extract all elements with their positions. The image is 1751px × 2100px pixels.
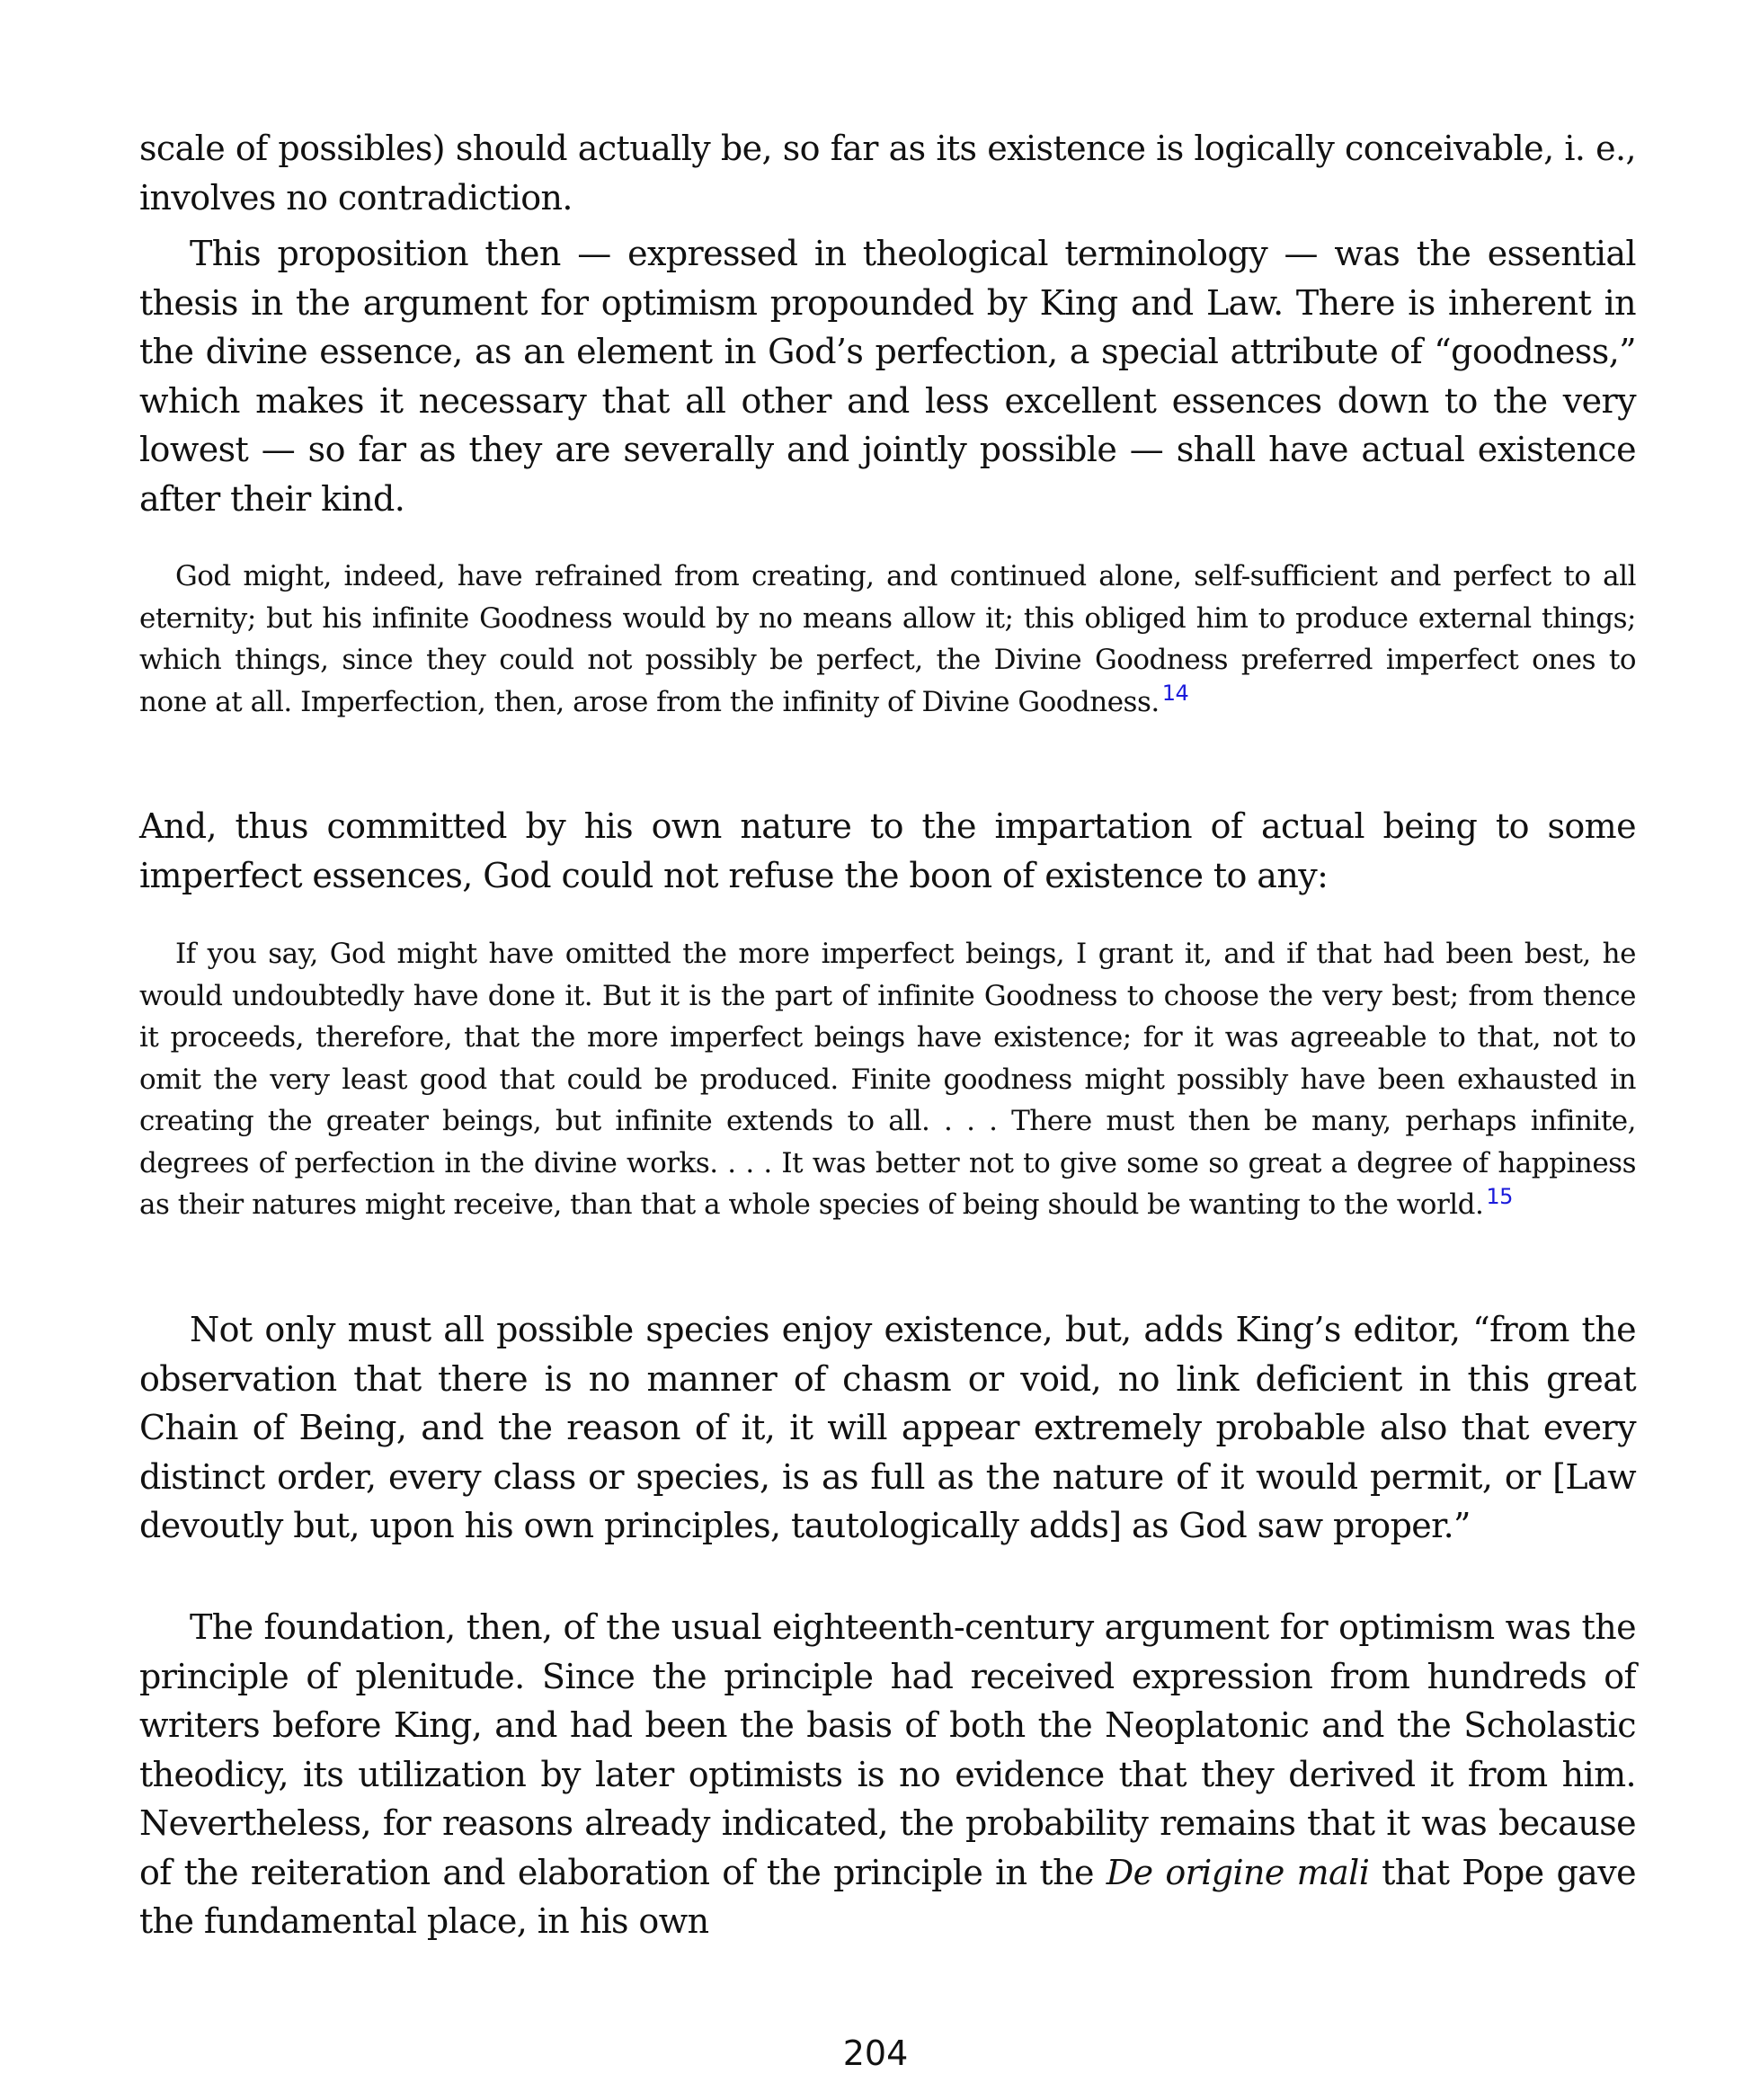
footnote-link-15[interactable]: 15 xyxy=(1486,1183,1513,1209)
paragraph-foundation xyxy=(139,1603,1636,1946)
block-quote-king-2 xyxy=(139,933,1636,1226)
quote-text: God might, indeed, have refrained from creating, and continued alone, self-sufficient and perfect to all eternity; but his infinite Goodness would by no means allow it; this obliged him to produce external things; which things, since they could not possibly be perfect, the Divine Goodness preferred imperfect ones to none at all. Imperfection, then, arose from the infinity of Divine Goodness. xyxy=(139,560,1636,718)
book-title-de-origine-mali: De origine mali xyxy=(1106,1852,1370,1892)
text: that Pope gave the fundamental place, in his own xyxy=(139,1852,1636,1941)
paragraph-proposition: This proposition then — expressed in theological terminology — was the essential thesis in the argument for optimism propounded by King and Law. There is inherent in the divine essence, as an element in God’s perfection, a special attribute of “goodness,” which makes it necessary that all other and less excellent essences down to the very lowest — so far as they are severally and jointly possible — shall have actual existence after their kind. xyxy=(139,234,1636,519)
paragraph-continuation: scale of possibles) should actually be, so far as its existence is logically conceivable, i. e., involves no contradiction. xyxy=(139,129,1636,218)
footnote-link-14[interactable]: 14 xyxy=(1161,681,1189,707)
paragraph-committed: And, thus committed by his own nature to the impartation of actual being to some imperfect essences, God could not refuse the boon of existence to any: xyxy=(139,806,1636,895)
block-quote-king-1 xyxy=(139,556,1636,723)
text: The foundation, then, of the usual eighteenth-century argument for optimism was the principle of plenitude. Since the principle had received expression from hundreds of writers before King, and had been the basis of both the Neoplatonic and the Scholastic theodicy, its utilization by later optimists is no evidence that they derived it from him. Nevertheless, for reasons already indicated, the probability remains that it was because of the reiteration and elaboration of the principle in the xyxy=(139,1607,1636,1892)
paragraph-king-editor: Not only must all possible species enjoy existence, but, adds King’s editor, “from the observation that there is no manner of chasm or void, no link deficient in this great Chain of Being, and the reason of it, it will appear extremely probable also that every distinct order, every class or species, is as full as the nature of it would permit, or [Law devoutly but, upon his own principles, tautologically adds] as God saw proper.” xyxy=(139,1310,1636,1545)
page-number: 204 xyxy=(842,2033,909,2073)
quote-text: If you say, God might have omitted the more imperfect beings, I grant it, and if that had been best, he would undoubtedly have done it. But it is the part of infinite Goodness to choose the very best; from thence it proceeds, therefore, that the more imperfect beings have existence; for it was agreeable to that, not to omit the very least good that could be produced. Finite goodness might possibly have been exhausted in creating the greater beings, but infinite extends to all. . . . There must then be many, perhaps infinite, degrees of perfection in the divine works. . . . It was better not to give some so great a degree of happiness as their natures might receive, than that a whole species of being should be wanting to the world. xyxy=(139,938,1636,1221)
